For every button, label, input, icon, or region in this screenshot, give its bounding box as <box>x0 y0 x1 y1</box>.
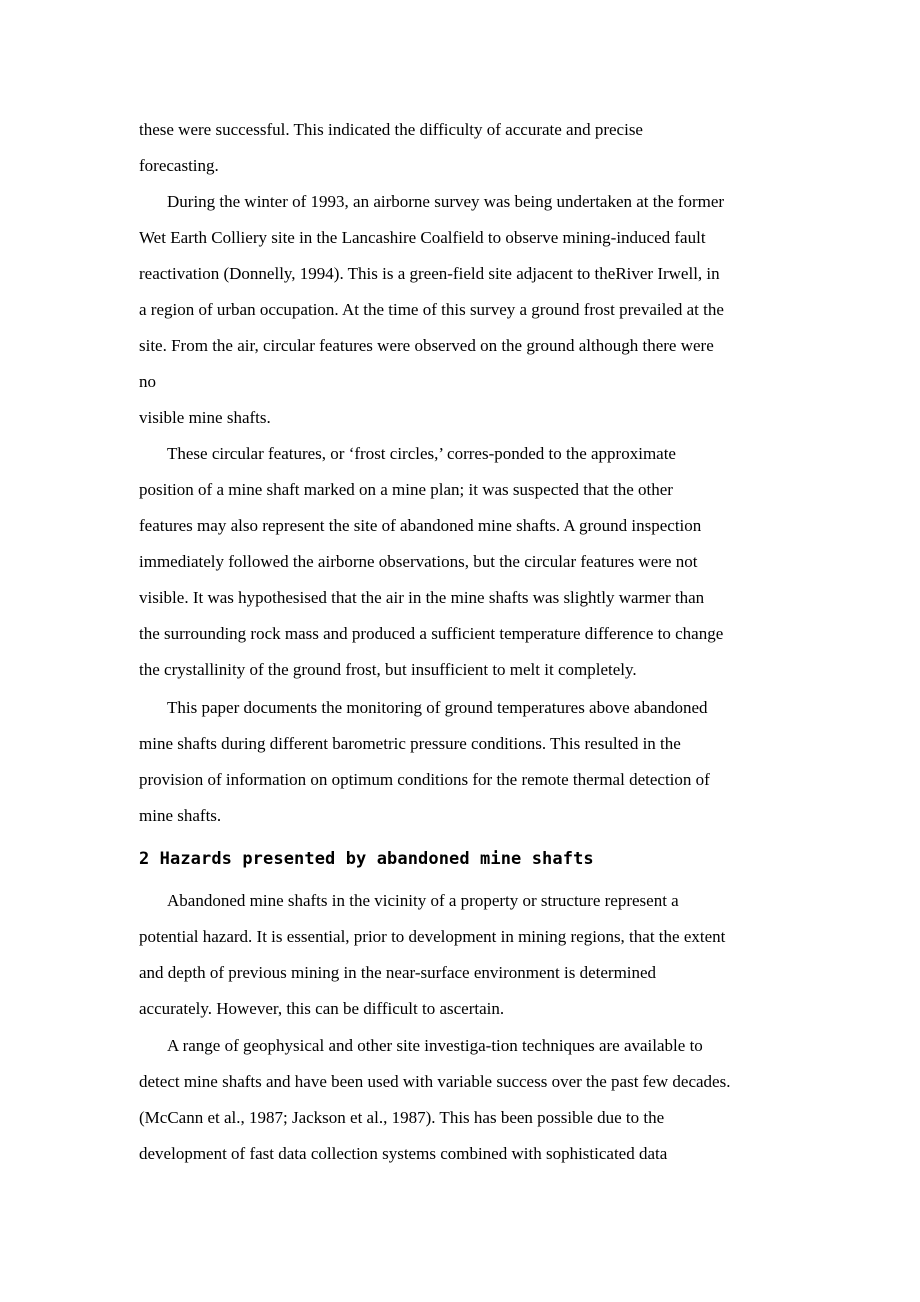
paragraph-5-line-2: potential hazard. It is essential, prior to development in mining regions, that the extent <box>139 927 726 946</box>
paragraph-2-line-7: visible mine shafts. <box>139 408 271 427</box>
paragraph-5-line-4: accurately. However, this can be difficult to ascertain. <box>139 999 505 1018</box>
paragraph-2-line-2: Wet Earth Colliery site in the Lancashire Coalfield to observe mining-induced fault <box>139 228 706 247</box>
paragraph-1-line-1: these were successful. This indicated the difficulty of accurate and precise <box>139 120 643 139</box>
paragraph-3-line-5: visible. It was hypothesised that the air in the mine shafts was slightly warmer than <box>139 588 705 607</box>
paragraph-5-line-3: and depth of previous mining in the near-surface environment is determined <box>139 963 657 982</box>
section-heading: 2 Hazards presented by abandoned mine shafts <box>139 849 594 869</box>
paragraph-4-line-1: This paper documents the monitoring of ground temperatures above abandoned <box>167 698 708 717</box>
paragraph-3-line-7: the crystallinity of the ground frost, but insufficient to melt it completely. <box>139 660 637 679</box>
paragraph-3-line-3: features may also represent the site of abandoned mine shafts. A ground inspection <box>139 516 702 535</box>
paragraph-2-line-4: a region of urban occupation. At the time of this survey a ground frost prevailed at the <box>139 300 724 319</box>
paragraph-5-line-1: Abandoned mine shafts in the vicinity of a property or structure represent a <box>167 891 679 910</box>
paragraph-6-line-1: A range of geophysical and other site investiga-tion techniques are available to <box>167 1036 703 1055</box>
paragraph-2-line-5: site. From the air, circular features were observed on the ground although there were <box>139 336 714 355</box>
paragraph-6-line-3: (McCann et al., 1987; Jackson et al., 1987). This has been possible due to the <box>139 1108 665 1127</box>
paragraph-6-line-4: development of fast data collection systems combined with sophisticated data <box>139 1144 668 1163</box>
paragraph-4-line-3: provision of information on optimum conditions for the remote thermal detection of <box>139 770 710 789</box>
paragraph-6-line-2: detect mine shafts and have been used with variable success over the past few decades. <box>139 1072 731 1091</box>
paragraph-4-line-4: mine shafts. <box>139 806 222 825</box>
paragraph-3-line-1: These circular features, or ‘frost circles,’ corres-ponded to the approximate <box>167 444 676 463</box>
paragraph-3-line-4: immediately followed the airborne observations, but the circular features were not <box>139 552 698 571</box>
paragraph-2-line-1: During the winter of 1993, an airborne survey was being undertaken at the former <box>167 192 725 211</box>
paragraph-2-line-3: reactivation (Donnelly, 1994). This is a green-field site adjacent to theRiver Irwell, in <box>139 264 720 283</box>
paragraph-3-line-2: position of a mine shaft marked on a mine plan; it was suspected that the other <box>139 480 673 499</box>
paragraph-3-line-6: the surrounding rock mass and produced a sufficient temperature difference to change <box>139 624 724 643</box>
paragraph-2-line-6: no <box>139 372 156 391</box>
paragraph-1-line-2: forecasting. <box>139 156 219 175</box>
paragraph-4-line-2: mine shafts during different barometric pressure conditions. This resulted in the <box>139 734 681 753</box>
